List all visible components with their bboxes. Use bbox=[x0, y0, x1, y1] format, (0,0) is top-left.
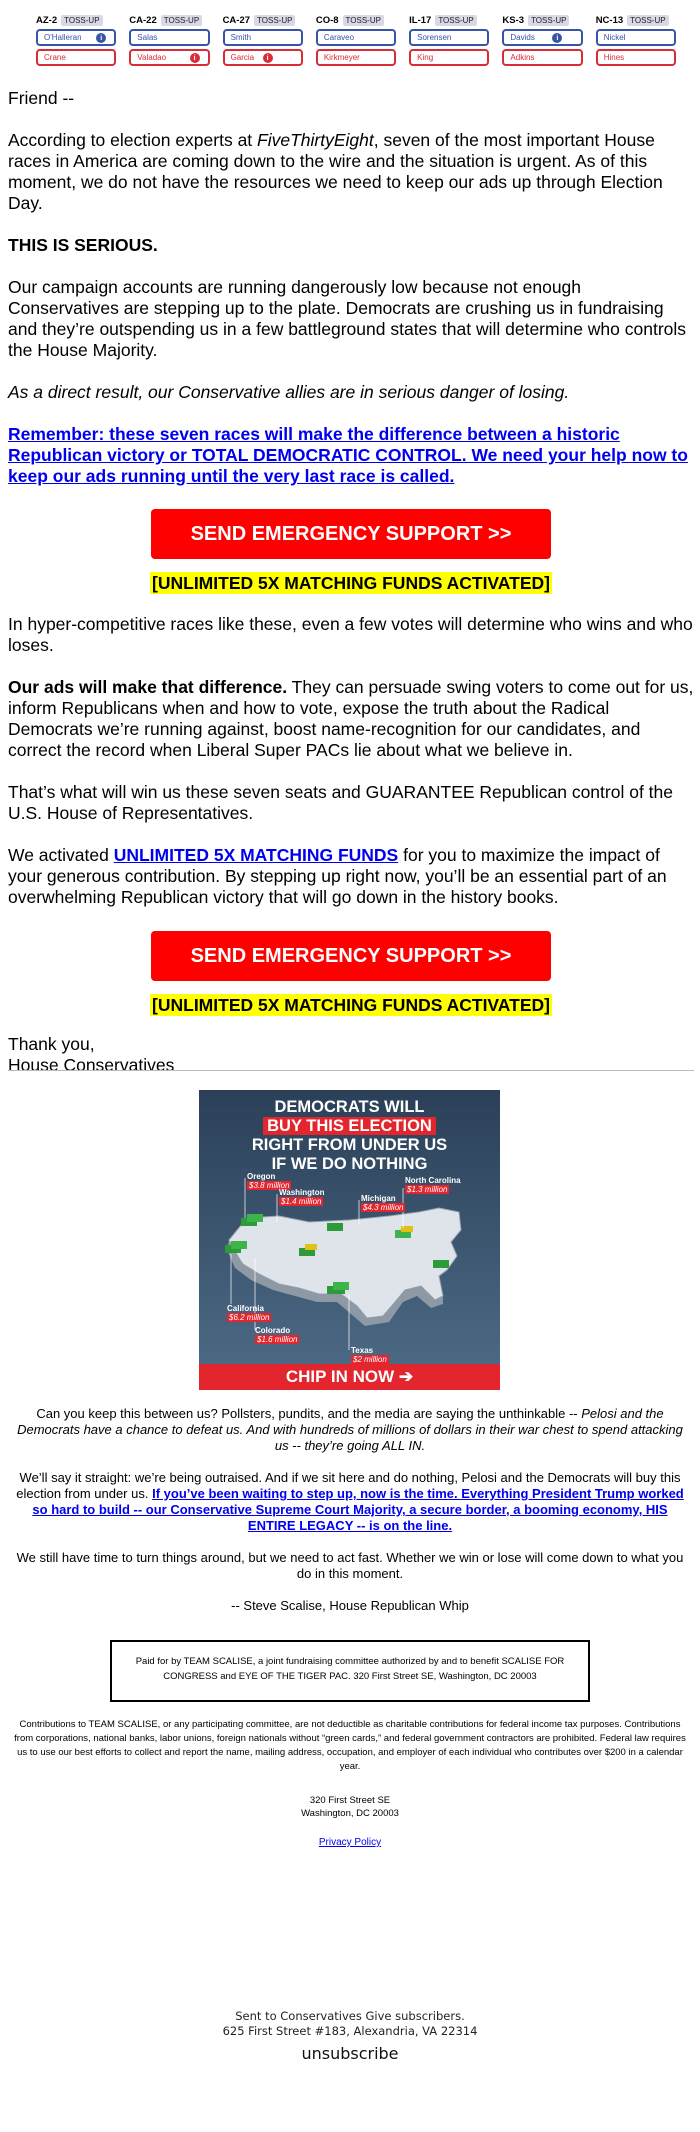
state-label-oregon: Oregon $3.8 million bbox=[247, 1172, 290, 1190]
tossup-badge: TOSS-UP bbox=[161, 15, 202, 26]
serious-heading: THIS IS SERIOUS. bbox=[8, 235, 158, 255]
send-support-button[interactable]: SEND EMERGENCY SUPPORT >> bbox=[151, 509, 551, 559]
chip-in-now-button[interactable]: CHIP IN NOW ➔ bbox=[199, 1364, 500, 1390]
matching-funds-link[interactable]: UNLIMITED 5X MATCHING FUNDS bbox=[113, 845, 399, 865]
paragraph-ads: Our ads will make that difference. They can persuade swing voters to come out for us, inform Republicans when and how to vote, expose the truth about the Radical Democrats we’re running against, boost name-recognition for our candidates, and correct the record when Liberal Super PACs lie about what we believe in. bbox=[8, 677, 694, 760]
tossup-badge: TOSS-UP bbox=[435, 15, 476, 26]
state-label-north-carolina: North Carolina $1.3 million bbox=[405, 1176, 461, 1194]
race-co8 bbox=[316, 14, 396, 66]
matching-funds-banner: [UNLIMITED 5X MATCHING FUNDS ACTIVATED] bbox=[152, 995, 550, 1015]
race-code: AZ-2 bbox=[36, 14, 58, 26]
state-label-michigan: Michigan $4.3 million bbox=[361, 1194, 404, 1212]
paragraph-intro: According to election experts at FiveThirtyEight, seven of the most important House races in America are coming down to the wire and the situation is urgent. As of this moment, we do not have the resources we need to keep our ads up through Election Day. bbox=[8, 130, 663, 213]
race-code: KS-3 bbox=[502, 14, 525, 26]
incumbent-icon: i bbox=[190, 53, 200, 63]
footer: Sent to Conservatives Give subscribers. 625 First Street #183, Alexandria, VA 22314 bbox=[222, 2009, 478, 2038]
paragraph-act-fast: We still have time to turn things around, but we need to act fast. Whether we win or lose will come down to what you do in this moment. bbox=[16, 1550, 684, 1581]
race-az2 bbox=[36, 14, 116, 66]
signoff: Thank you, House Conservatives bbox=[8, 1034, 175, 1075]
race-table bbox=[36, 14, 676, 66]
email-body bbox=[8, 88, 694, 1076]
race-code: CA-22 bbox=[129, 14, 157, 26]
tossup-badge: TOSS-UP bbox=[254, 15, 295, 26]
incumbent-icon: i bbox=[96, 33, 106, 43]
dem-candidate: Sorensen bbox=[409, 29, 489, 46]
contribution-disclaimer: Contributions to TEAM SCALISE, or any participating committee, are not deductible as charitable contributions for federal income tax purposes. Contributions from corporations, national banks, labor unions, foreign nationals without “green cards,” and federal government contractors are prohibited. Federal law requires us to use our best efforts to collect and report the name, mailing address, occupation, and employer of each individual who contributes over $200 in a calendar year. bbox=[14, 1719, 686, 1772]
race-il17 bbox=[409, 14, 489, 66]
tossup-badge: TOSS-UP bbox=[528, 15, 569, 26]
democrats-buy-election-graphic[interactable] bbox=[199, 1090, 500, 1390]
paragraph-matching: We activated UNLIMITED 5X MATCHING FUNDS for you to maximize the impact of your generous contribution. By stepping up right now, you’ll be an essential part of an overwhelming Republican victory that will go down in the history books. bbox=[8, 845, 667, 907]
race-code: IL-17 bbox=[409, 14, 432, 26]
dem-candidate: Nickel bbox=[596, 29, 676, 46]
unsubscribe-link[interactable]: unsubscribe bbox=[301, 2044, 399, 2063]
remember-link[interactable]: Remember: these seven races will make the difference between a historic Republican victory or TOTAL DEMOCRATIC CONTROL. We need your help now to keep our ads running until the very last race is called. bbox=[8, 424, 688, 486]
paragraph-keep-between-us: Can you keep this between us? Pollsters, pundits, and the media are saying the unthinkable -- Pelosi and the Democrats have a chance to defeat us. And with hundreds of millions of dollars in their war chest to spend attacking us -- they’re going ALL IN. bbox=[17, 1406, 683, 1453]
paid-for-box: Paid for by TEAM SCALISE, a joint fundraising committee authorized by and to benefit SCALISE FOR CONGRESS and EYE OF THE TIGER PAC. 320 First Street SE, Washington, DC 20003 bbox=[110, 1640, 590, 1702]
step-up-link[interactable]: If you’ve been waiting to step up, now is the time. Everything President Trump worked so hard to build -- our Conservative Supreme Court Majority, a secure border, a booming economy, HIS ENTIRE LEGACY -- is on the line. bbox=[32, 1486, 684, 1533]
race-ca22 bbox=[129, 14, 209, 66]
paragraph-danger: As a direct result, our Conservative allies are in serious danger of losing. bbox=[8, 382, 570, 402]
race-code: NC-13 bbox=[595, 14, 624, 26]
race-ks3 bbox=[502, 14, 582, 66]
state-label-texas: Texas $2 million bbox=[351, 1346, 387, 1364]
tossup-badge: TOSS-UP bbox=[627, 15, 668, 26]
paragraph-outraised: We’ll say it straight: we’re being outraised. And if we sit here and do nothing, Pelosi and the Democrats will buy this election from under us. If you’ve been waiting to step up, now is the time. Everything President Trump worked so hard to build -- our Conservative Supreme Court Majority, a secure border, a booming economy, HIS ENTIRE LEGACY -- is on the line. bbox=[16, 1470, 684, 1533]
paragraph-accounts: Our campaign accounts are running dangerously low because not enough Conservatives are stepping up to the plate. Democrats are crushing us in fundraising and they’re outspending us in a few battleground states that will determine who controls the House Majority. bbox=[8, 277, 687, 360]
tossup-badge: TOSS-UP bbox=[61, 15, 102, 26]
rep-candidate: Hines bbox=[596, 49, 676, 66]
signature: -- Steve Scalise, House Republican Whip bbox=[231, 1598, 469, 1613]
divider bbox=[8, 1070, 694, 1071]
race-code: CA-27 bbox=[222, 14, 251, 26]
paragraph-guarantee: That’s what will win us these seven seats and GUARANTEE Republican control of the U.S. House of Representatives. bbox=[8, 782, 673, 823]
incumbent-icon: i bbox=[263, 53, 273, 63]
rep-candidate: King bbox=[409, 49, 489, 66]
rep-candidate: Garcia i bbox=[223, 49, 303, 66]
state-label-california: California $6.2 million bbox=[227, 1304, 270, 1322]
race-ca27 bbox=[223, 14, 303, 66]
dem-candidate: Davids i bbox=[502, 29, 582, 46]
rep-candidate: Valadao i bbox=[129, 49, 209, 66]
greeting: Friend -- bbox=[8, 88, 75, 108]
matching-funds-banner: [UNLIMITED 5X MATCHING FUNDS ACTIVATED] bbox=[152, 573, 550, 593]
lower-message bbox=[12, 1406, 688, 1630]
dem-candidate: Caraveo bbox=[316, 29, 396, 46]
privacy-policy-link[interactable]: Privacy Policy bbox=[318, 1837, 382, 1848]
state-label-colorado: Colorado $1.6 million bbox=[255, 1326, 298, 1344]
rep-candidate: Kirkmeyer bbox=[316, 49, 396, 66]
paragraph-competitive: In hyper-competitive races like these, even a few votes will determine who wins and who loses. bbox=[8, 614, 693, 655]
rep-candidate: Adkins bbox=[502, 49, 582, 66]
race-nc13 bbox=[596, 14, 676, 66]
rep-candidate: Crane bbox=[36, 49, 116, 66]
graphic-headline: DEMOCRATS WILL BUY THIS ELECTION RIGHT FROM UNDER US IF WE DO NOTHING bbox=[251, 1098, 448, 1173]
send-support-button[interactable]: SEND EMERGENCY SUPPORT >> bbox=[151, 931, 551, 981]
dem-candidate: Smith bbox=[223, 29, 303, 46]
mailing-address: 320 First Street SE Washington, DC 20003 bbox=[301, 1795, 399, 1819]
incumbent-icon: i bbox=[552, 33, 562, 43]
state-label-washington: Washington $1.4 million bbox=[279, 1188, 325, 1206]
race-code: CO-8 bbox=[315, 14, 339, 26]
tossup-badge: TOSS-UP bbox=[343, 15, 384, 26]
dem-candidate: O'Halleran i bbox=[36, 29, 116, 46]
dem-candidate: Salas bbox=[129, 29, 209, 46]
